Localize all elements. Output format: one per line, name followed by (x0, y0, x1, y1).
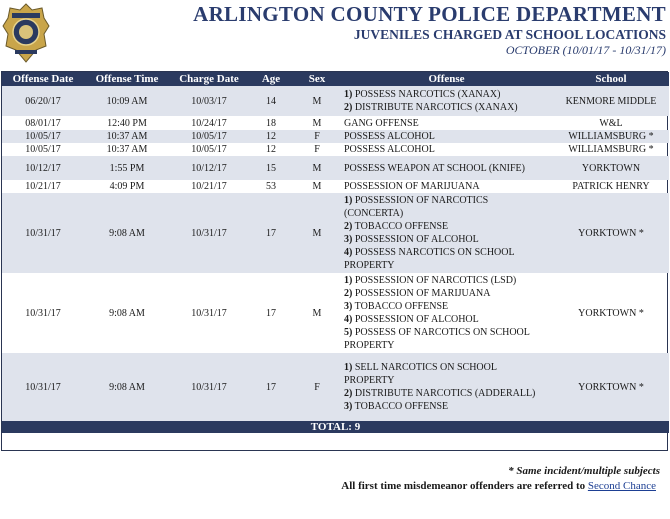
sex-cell: F (314, 144, 320, 155)
offense-line (344, 313, 553, 326)
offense-line (344, 130, 553, 143)
offense-cell (340, 156, 553, 180)
table-row (2, 86, 669, 116)
offense-line (344, 88, 553, 101)
offense-date-cell: 10/31/17 (2, 353, 84, 421)
charge-date-cell: 10/03/17 (170, 86, 248, 116)
offense-text: POSSESSION OF ALCOHOL (354, 234, 479, 245)
table-row (2, 156, 669, 180)
school-cell: WILLIAMSBURG * (568, 144, 654, 155)
offense-text: POSSESSION OF MARIJUANA (344, 181, 480, 192)
offense-time-cell: 9:08 AM (84, 353, 170, 421)
offense-cell (340, 353, 553, 421)
offense-date-cell: 10/21/17 (25, 181, 61, 192)
offense-date-cell: 10/05/17 (2, 130, 84, 143)
offense-line (344, 233, 553, 246)
offense-date-cell: 10/12/17 (2, 156, 84, 180)
offense-text: POSSESS NARCOTICS (XANAX) (354, 89, 501, 100)
offense-number: 1) (344, 362, 353, 373)
offense-line (344, 339, 553, 352)
offense-number: 3) (344, 401, 353, 412)
school-cell: YORKTOWN * (553, 353, 669, 421)
offense-date-cell: 10/05/17 (25, 144, 61, 155)
offense-number: 1) (344, 275, 353, 286)
referral-text: All first time misdemeanor offenders are referred to (341, 480, 586, 492)
table-row (2, 353, 669, 421)
offense-number: 2) (344, 388, 353, 399)
page-title: ARLINGTON COUNTY POLICE DEPARTMENT (193, 2, 666, 26)
charge-date-cell: 10/05/17 (191, 144, 227, 155)
school-cell: YORKTOWN (553, 156, 669, 180)
offense-date-cell: 06/20/17 (2, 86, 84, 116)
total-row (2, 421, 669, 433)
charge-date-cell: 10/31/17 (170, 193, 248, 273)
offense-date-cell: 08/01/17 (25, 117, 61, 129)
offense-line (344, 400, 553, 413)
second-chance-link[interactable]: Second Chance (587, 480, 656, 492)
col-header-offense-time: Offense Time (84, 72, 170, 86)
offense-line (344, 101, 553, 114)
report-period: OCTOBER (10/01/17 - 10/31/17) (505, 43, 666, 57)
offense-line (344, 117, 553, 130)
offense-number: 3) (344, 301, 353, 312)
offense-time-cell: 10:37 AM (106, 144, 148, 155)
offense-line (344, 143, 553, 156)
offense-number: 5) (344, 327, 353, 338)
charges-table (2, 72, 669, 433)
table-body (2, 86, 669, 433)
offense-text: DISTRIBUTE NARCOTICS (XANAX) (354, 102, 518, 113)
offense-line (344, 287, 553, 300)
col-header-charge-date: Charge Date (170, 72, 248, 86)
col-header-offense: Offense (340, 72, 553, 86)
offense-number: 4) (344, 247, 353, 258)
offense-line (344, 274, 553, 287)
offense-text: POSSESSION OF NARCOTICS (LSD) (354, 275, 517, 286)
table-row (2, 273, 669, 353)
school-cell: YORKTOWN * (578, 307, 644, 319)
offense-number: 1) (344, 89, 353, 100)
offense-text: PROPERTY (344, 340, 395, 351)
col-header-sex: Sex (294, 72, 340, 86)
offense-line (344, 246, 553, 259)
age-cell: 17 (248, 353, 294, 421)
offense-number: 2) (344, 221, 353, 232)
footnote-same-incident: * Same incident/multiple subjects (508, 465, 660, 477)
school-cell: YORKTOWN * (553, 193, 669, 273)
age-cell: 53 (266, 181, 276, 192)
charge-date-cell: 10/21/17 (191, 181, 227, 192)
sex-cell: M (294, 86, 340, 116)
sex-cell: M (294, 193, 340, 273)
offense-date-cell: 10/31/17 (2, 193, 84, 273)
offense-text: TOBACCO OFFENSE (354, 301, 449, 312)
sex-cell: M (312, 307, 322, 319)
offense-time-cell: 10:37 AM (84, 130, 170, 143)
sex-cell: M (312, 117, 322, 129)
offense-text: POSSESS WEAPON AT SCHOOL (KNIFE) (344, 162, 525, 174)
offense-text: (CONCERTA) (344, 208, 404, 219)
age-cell: 18 (266, 117, 276, 129)
offense-number: 3) (344, 234, 353, 245)
school-cell: PATRICK HENRY (572, 181, 650, 192)
offense-line (344, 194, 553, 207)
col-header-offense-date: Offense Date (2, 72, 84, 86)
table-row (2, 143, 669, 156)
report-header (193, 2, 666, 58)
age-cell: 17 (266, 307, 276, 319)
table-row (2, 130, 669, 143)
offense-cell (340, 116, 553, 130)
offense-line (344, 207, 553, 220)
offense-text: SELL NARCOTICS ON SCHOOL (354, 362, 497, 373)
offense-date-cell: 10/31/17 (25, 307, 61, 319)
offense-line (344, 374, 553, 387)
offense-line (344, 326, 553, 339)
offense-text: POSSESSION OF NARCOTICS (354, 195, 489, 206)
charges-table-container (1, 71, 668, 451)
offense-time-cell: 9:08 AM (84, 193, 170, 273)
school-cell: WILLIAMSBURG * (553, 130, 669, 143)
school-cell: W&L (599, 117, 623, 129)
sex-cell: M (312, 181, 322, 192)
offense-number: 4) (344, 314, 353, 325)
offense-text: POSSESSION OF MARIJUANA (354, 288, 491, 299)
offense-time-cell: 9:08 AM (109, 307, 145, 319)
offense-text: POSSESS NARCOTICS ON SCHOOL (354, 247, 515, 258)
offense-line (344, 162, 553, 175)
offense-number: 2) (344, 288, 353, 299)
offense-text: PROPERTY (344, 375, 395, 386)
offense-number: 1) (344, 195, 353, 206)
table-header-row (2, 72, 669, 86)
offense-line (344, 180, 553, 193)
charge-date-cell: 10/31/17 (191, 307, 227, 319)
table-row (2, 116, 669, 130)
age-cell: 15 (248, 156, 294, 180)
charge-date-cell: 10/31/17 (170, 353, 248, 421)
offense-time-cell: 1:55 PM (84, 156, 170, 180)
age-cell: 12 (266, 144, 276, 155)
offense-text: DISTRIBUTE NARCOTICS (ADDERALL) (354, 388, 536, 399)
charge-date-cell: 10/24/17 (191, 117, 227, 129)
offense-text: POSSESS ALCOHOL (344, 144, 435, 155)
offense-time-cell: 10:09 AM (84, 86, 170, 116)
offense-text: TOBACCO OFFENSE (354, 221, 449, 232)
offense-cell (340, 130, 553, 143)
charge-date-cell: 10/05/17 (170, 130, 248, 143)
age-cell: 14 (248, 86, 294, 116)
offense-cell (340, 193, 553, 273)
referral-note (341, 480, 656, 492)
col-header-school: School (553, 72, 669, 86)
offense-cell (340, 273, 553, 353)
offense-line (344, 361, 553, 374)
offense-line (344, 300, 553, 313)
offense-line (344, 220, 553, 233)
offense-text: POSSESS ALCOHOL (344, 131, 435, 142)
offense-text: POSSESSION OF ALCOHOL (354, 314, 479, 325)
offense-number: 2) (344, 102, 353, 113)
sex-cell: F (294, 130, 340, 143)
report-subtitle: JUVENILES CHARGED AT SCHOOL LOCATIONS (353, 27, 666, 42)
offense-line (344, 387, 553, 400)
sex-cell: M (294, 156, 340, 180)
age-cell: 17 (248, 193, 294, 273)
school-cell: KENMORE MIDDLE (553, 86, 669, 116)
age-cell: 12 (248, 130, 294, 143)
col-header-age: Age (248, 72, 294, 86)
table-row (2, 180, 669, 193)
offense-text: GANG OFFENSE (344, 117, 419, 129)
offense-time-cell: 12:40 PM (107, 117, 147, 129)
offense-cell (340, 86, 553, 116)
police-badge-icon (2, 2, 50, 64)
offense-cell (340, 143, 553, 156)
offense-line (344, 259, 553, 272)
offense-cell (340, 180, 553, 193)
table-row (2, 193, 669, 273)
offense-text: TOBACCO OFFENSE (354, 401, 449, 412)
sex-cell: F (294, 353, 340, 421)
charge-date-cell: 10/12/17 (170, 156, 248, 180)
offense-time-cell: 4:09 PM (109, 181, 145, 192)
total-count: TOTAL: 9 (2, 421, 669, 433)
offense-text: POSSESS OF NARCOTICS ON SCHOOL (354, 327, 530, 338)
offense-text: PROPERTY (344, 260, 395, 271)
